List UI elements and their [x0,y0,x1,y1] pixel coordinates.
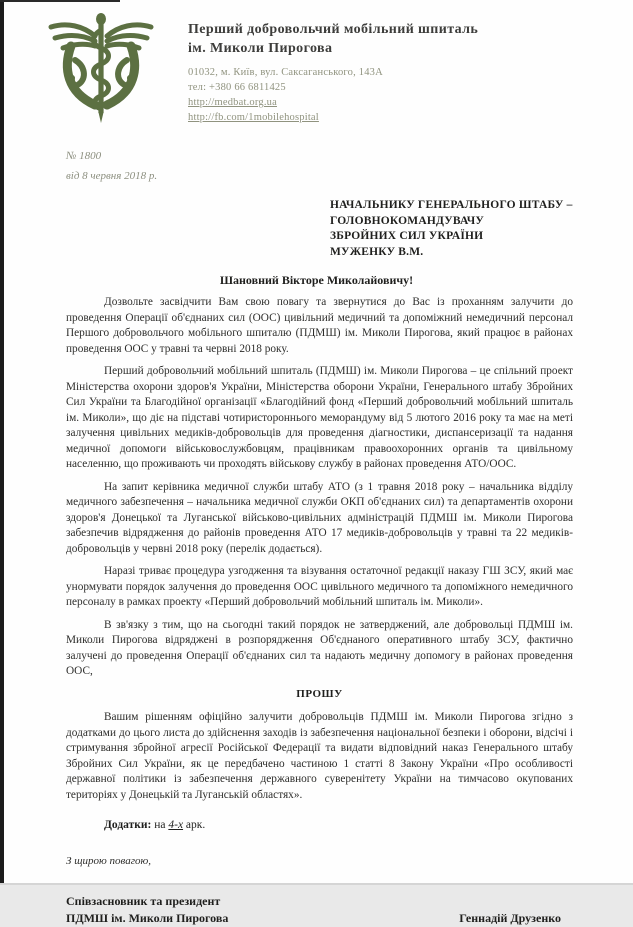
facebook-link[interactable]: http://fb.com/1mobilehospital [188,112,319,123]
body-paragraph: В зв'язку з тим, що на сьогодні такий порядок не затверджений, але добровольці ПДМШ ім. Миколи Пирогова відряджені в розпорядження Об'єднаного оперативного штабу ЗСУ, фактично залучені до проведення Операції об'єднаних сил та надають медичну допомогу в районах проведення ООС, [66,618,573,677]
reference-block [66,150,633,182]
recipient-line: МУЖЕНКУ В.М. [330,245,424,258]
letter-body [66,295,573,803]
recipient-block [330,198,633,260]
attachments-label: Додатки: [104,819,152,831]
letterhead-contacts [188,65,478,125]
caduceus-trident-logo-icon [40,10,162,130]
letterhead-text [188,10,478,130]
org-name [188,20,478,58]
signer-role [66,893,228,927]
signature-block [66,893,561,927]
attachments-line [104,819,633,831]
reference-date: від 8 червня 2018 р. [66,170,158,182]
body-paragraph: Дозвольте засвідчити Вам свою повагу та звернутися до Вас із проханням залучити до проведення Операції об'єднаних сил (ООС) цивільний медичний та допоміжний немедичний персонал Першого добровольчого мобільного шпиталю (ПДМШ) ім. Миколи Пирогова, який працює в районах проведення ООС у травні та червні 2018 року. [66,296,573,355]
recipient-line: ЗБРОЙНИХ СИЛ УКРАЇНИ [330,230,484,242]
website-link[interactable]: http://medbat.org.ua [188,97,277,108]
scan-edge-top [0,0,120,2]
recipient-line: НАЧАЛЬНИКУ ГЕНЕРАЛЬНОГО ШТАБУ – [330,199,573,211]
org-phone: тел: +380 66 6811425 [188,82,286,93]
attachments-count: 4-х [168,819,184,831]
scan-edge-left [0,0,4,883]
signer-name: Геннадій Друзенко [459,911,561,925]
signer-role-line2: ПДМШ ім. Миколи Пирогова [66,911,229,925]
letterhead [0,0,633,130]
reference-number: № 1800 [66,150,102,162]
org-name-line2: ім. Миколи Пирогова [188,41,333,56]
body-paragraph: Наразі триває процедура узгодження та візування остаточної редакції наказу ГШ ЗСУ, який має унормувати порядок залучення до проведення ООС цивільного медичного та допоміжного немедичного персоналу в рамках проекту «Перший добровольчий мобільний шпиталь ім. Миколи». [66,565,573,608]
signer-role-line1: Співзасновник та президент [66,894,221,908]
attachments-prefix: на [154,819,166,831]
closing-phrase: З щирою повагою, [66,855,152,867]
body-paragraph: На запит керівника медичної служби штабу АТО (з 1 травня 2018 року – начальника відділу медичного забезпечення – начальника медичної служби ОКП об'єднаних сил) та департаментів охорони здоров'я Донецької та Луганської військово-цивільних адміністрацій ПДМШ ім. Миколи Пирогова забезпечив відрядження до районів проведення АТО 17 медиків-добровольців у травні та 22 медиків-добровольців у червні 2018 року (перелік додається). [66,480,573,555]
request-paragraph: Вашим рішенням офіційно залучити добровольців ПДМШ ім. Миколи Пирогова згідно з додатками до цього листа до здійснення заходів із забезпечення національної безпеки і оборони, відсічі і стримування збройної агресії Російської Федерації та видати відповідний наказ Генерального штабу Збройних Сил України, як це передбачено частиною 1 статті 8 Закону України «Про особливості державної політики із забезпечення державного суверенітету України на тимчасово окупованих територіях у Донецькій та Луганській областях». [66,711,573,801]
recipient-line: ГОЛОВНОКОМАНДУВАЧУ [330,214,485,227]
body-paragraph: Перший добровольчий мобільний шпиталь (ПДМШ) ім. Миколи Пирогова – це спільний проект Міністерства охорони здоров'я України, Міністерства оборони України, Генерального штабу Збройних Сил України та Благодійної організації «Благодійний фонд «Перший добровольчий мобільний шпиталь ім. Миколи», що діє на підставі чотиристороннього меморандуму від 5 лютого 2016 року та має на меті залучення цивільних медиків-добровольців для проведення діагностики, диспансеризації та надання медичної допомоги військовослужбовцям, працівникам правоохоронних органів та цивільному населенню, що проживають чи проходять військову службу в районах проведення АТО/ООС. [66,365,573,470]
org-name-line1: Перший добровольчий мобільний шпиталь [188,22,479,37]
salutation: Шановний Вікторе Миколайовичу! [219,273,414,287]
org-address: 01032, м. Київ, вул. Саксаганського, 143А [188,67,383,78]
attachments-suffix: арк. [185,819,206,831]
request-heading: ПРОШУ [296,687,343,700]
